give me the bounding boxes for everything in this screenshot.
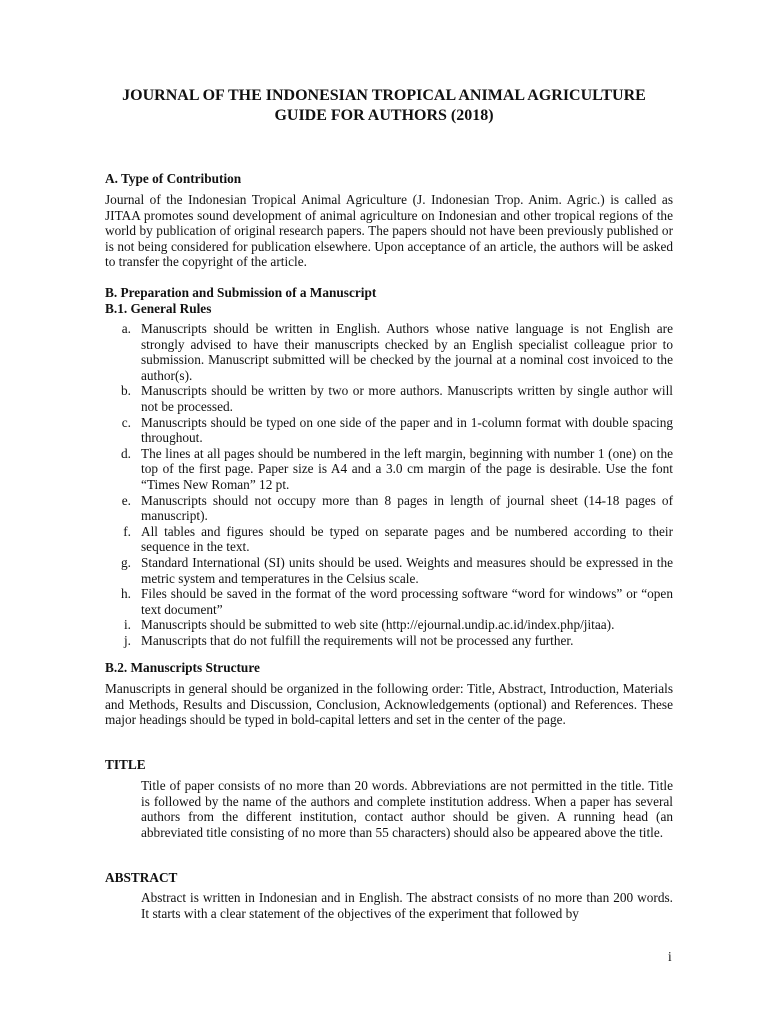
title-section-body: Title of paper consists of no more than 20 words. Abbreviations are not permitted in the title. Title is followed by the name of the authors and complete institution address. When a paper has several authors from the different institution, contact author should be given. A running head (an abbreviated title consisting of no more than 55 characters) should also be appeared above the title. <box>141 778 673 840</box>
section-b1-heading: B.1. General Rules <box>105 301 212 316</box>
list-marker: b. <box>121 383 131 399</box>
list-item <box>105 524 673 555</box>
list-marker: c. <box>121 414 131 430</box>
list-marker: f. <box>123 523 131 539</box>
list-item <box>105 493 673 524</box>
list-marker: i. <box>123 617 131 633</box>
list-marker: a. <box>121 321 131 336</box>
list-item-text: All tables and figures should be typed on separate pages and be numbered according to their sequence in the text. <box>141 523 673 555</box>
section-a-body: Journal of the Indonesian Tropical Animal Agriculture (J. Indonesian Trop. Anim. Agric.) is called as JITAA promotes sound development of animal agriculture on Indonesian and other tropical regions of the world by publication of original research papers. The papers should not have been previously published or is not being considered for publication elsewhere. Upon acceptance of an article, the authors will be asked to transfer the copyright of the article. <box>105 192 673 270</box>
list-item <box>105 586 673 617</box>
abstract-heading: ABSTRACT <box>105 870 178 885</box>
list-marker: j. <box>123 632 131 648</box>
section-b2-heading: B.2. Manuscripts Structure <box>105 660 260 675</box>
list-item-text: Manuscripts should be typed on one side of the paper and in 1-column format with double spacing throughout. <box>141 414 673 446</box>
list-marker: e. <box>121 492 131 508</box>
abstract-body: Abstract is written in Indonesian and in English. The abstract consists of no more than 200 words. It starts with a clear statement of the objectives of the experiment that followed by <box>141 890 673 921</box>
list-item <box>105 555 673 586</box>
list-item <box>105 617 673 633</box>
list-item <box>105 633 673 649</box>
list-marker: d. <box>121 445 131 461</box>
section-b2-body: Manuscripts in general should be organized in the following order: Title, Abstract, Introduction, Materials and Methods, Results and Discussion, Conclusion, Acknowledgements (optional) and References. These major headings should be typed in bold-capital letters and set in the center of the page. <box>105 681 673 728</box>
document-title-block <box>0 86 768 126</box>
list-item <box>105 446 673 493</box>
page-number: i <box>668 949 672 964</box>
list-item-text: Standard International (SI) units should be used. Weights and measures should be expressed in the metric system and temperatures in the Celsius scale. <box>141 554 673 586</box>
list-item-text: Manuscripts should be submitted to web site (http://ejournal.undip.ac.id/index.php/jitaa). <box>141 617 615 633</box>
list-marker: g. <box>121 554 131 570</box>
list-item-text: Manuscripts that do not fulfill the requirements will not be processed any further. <box>141 632 574 648</box>
list-item-text: The lines at all pages should be numbered in the left margin, beginning with number 1 (one) on the top of the first page. Paper size is A4 and a 3.0 cm margin of the page is desirable. Use the font “Times New Roman” 12 pt. <box>141 445 673 492</box>
list-marker: h. <box>121 586 131 602</box>
list-item-text: Files should be saved in the format of the word processing software “word for windows” or “open text document” <box>141 586 673 617</box>
list-item <box>105 383 673 414</box>
list-item-text: Manuscripts should not occupy more than 8 pages in length of journal sheet (14-18 pages of manuscript). <box>141 492 673 524</box>
general-rules-list <box>105 321 673 648</box>
section-a-heading: A. Type of Contribution <box>105 171 242 186</box>
list-item <box>105 415 673 446</box>
list-item-text: Manuscripts should be written in English. Authors whose native language is not English are strongly advised to have their manuscripts checked by an English specialist colleague prior to submission. Manuscript submitted will be checked by the journal at a nominal cost invoiced to the author(s). <box>141 321 673 383</box>
guide-title: GUIDE FOR AUTHORS (2018) <box>274 107 494 124</box>
list-item-text: Manuscripts should be written by two or more authors. Manuscripts written by single author will not be processed. <box>141 383 673 414</box>
list-item <box>105 321 673 383</box>
journal-title: JOURNAL OF THE INDONESIAN TROPICAL ANIMAL AGRICULTURE <box>122 87 646 104</box>
title-section-heading: TITLE <box>105 757 146 772</box>
section-b-heading: B. Preparation and Submission of a Manuscript <box>105 285 377 300</box>
